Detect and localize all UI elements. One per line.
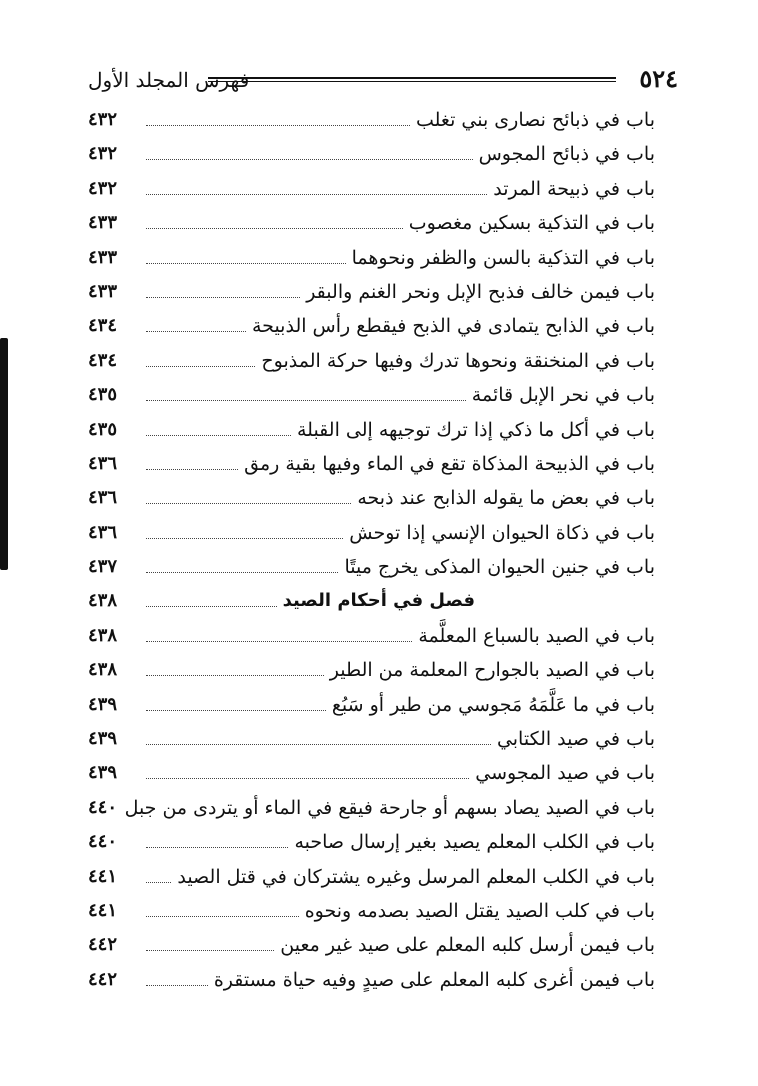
index-entry (88, 414, 655, 448)
entry-title: باب في ذبائح نصارى بني تغلب (412, 104, 655, 136)
dot-leader (146, 228, 403, 229)
dot-leader (146, 882, 171, 883)
dot-leader (146, 125, 410, 126)
entry-page-number: ٤٤٢ (88, 968, 118, 990)
entry-title: باب في المنخنقة ونحوها تدرك وفيها حركة المذبوح (257, 345, 655, 377)
index-entry (88, 104, 655, 138)
entry-page-number: ٤٣٨ (88, 590, 118, 612)
dot-leader (146, 916, 299, 917)
entry-title: باب فيمن أغرى كلبه المعلم على صيدٍ وفيه حياة مستقرة (210, 964, 655, 996)
index-entry (88, 723, 655, 757)
entry-page-number: ٤٣٥ (88, 418, 118, 440)
entry-page-number: ٤٣٩ (88, 728, 118, 750)
entry-title: باب في الكلب المعلم يصيد بغير إرسال صاحبه (290, 826, 655, 858)
entry-title: باب في صيد المجوسي (471, 757, 655, 789)
index-entry (88, 689, 655, 723)
entry-title: باب فيمن خالف فذبح الإبل ونحر الغنم والبقر (302, 276, 655, 308)
entry-page-number: ٤٣٦ (88, 487, 118, 509)
index-entry (88, 654, 655, 688)
entry-title: باب في ذكاة الحيوان الإنسي إذا توحش (345, 517, 655, 549)
dot-leader (146, 675, 324, 676)
index-entry (88, 861, 655, 895)
entry-title: باب في الكلب المعلم المرسل وغيره يشتركان في قتل الصيد (173, 861, 655, 893)
dot-leader (146, 194, 487, 195)
entry-page-number: ٤٣٦ (88, 521, 118, 543)
entry-title: باب في صيد الكتابي (493, 723, 655, 755)
index-entry (88, 379, 655, 413)
dot-leader (146, 503, 351, 504)
dot-leader (146, 744, 491, 745)
entry-page-number: ٤٤١ (88, 865, 118, 887)
entry-title: باب في الصيد يصاد بسهم أو جارحة فيقع في الماء أو يتردى من جبل (121, 792, 655, 824)
entry-title: باب في كلب الصيد يقتل الصيد بصدمه ونحوه (301, 895, 655, 927)
entry-page-number: ٤٣٢ (88, 109, 118, 130)
index-entry (88, 138, 655, 172)
entry-title: باب في الذبيحة المذكاة تقع في الماء وفيها بقية رمق (240, 448, 655, 480)
dot-leader (146, 606, 277, 607)
index-entry (88, 826, 655, 860)
dot-leader (146, 159, 473, 160)
index-entry (88, 620, 655, 654)
section-title: فصل في أحكام الصيد (279, 585, 475, 617)
entry-page-number: ٤٤١ (88, 899, 118, 921)
entry-title: باب في بعض ما يقوله الذابح عند ذبحه (353, 482, 655, 514)
index-entry (88, 482, 655, 516)
dot-leader (146, 469, 238, 470)
section-heading-entry (88, 585, 655, 619)
entry-page-number: ٤٣٧ (88, 556, 118, 578)
index-entry (88, 757, 655, 791)
dot-leader (146, 331, 246, 332)
entry-page-number: ٤٣٤ (88, 349, 118, 371)
entry-page-number: ٤٤٢ (88, 934, 118, 956)
entry-page-number: ٤٣٨ (88, 659, 118, 681)
dot-leader (146, 572, 338, 573)
dot-leader (146, 538, 343, 539)
dot-leader (146, 263, 346, 264)
entry-page-number: ٤٣٢ (88, 143, 118, 165)
index-entry (88, 242, 655, 276)
dot-leader (146, 400, 466, 401)
index-entry (88, 929, 655, 963)
dot-leader (146, 366, 255, 367)
index-entry (88, 551, 655, 585)
entry-page-number: ٤٣٣ (88, 212, 118, 234)
entry-title: باب في الصيد بالسباع المعلَّمة (414, 620, 655, 652)
binding-shadow (0, 338, 8, 570)
entry-title: باب في ما عَلَّمَهُ مَجوسي من طير أو سَبُع (328, 689, 655, 721)
entry-title: باب في التذكية بالسن والظفر ونحوهما (348, 242, 655, 274)
entry-title: باب في جنين الحيوان المذكى يخرج ميتًا (340, 551, 655, 583)
entry-title: باب في أكل ما ذكي إذا ترك توجيهه إلى القبلة (293, 414, 655, 446)
entry-page-number: ٤٣٤ (88, 315, 118, 337)
dot-leader (146, 778, 469, 779)
entry-page-number: ٤٣٢ (88, 177, 118, 199)
dot-leader (146, 950, 274, 951)
entry-title: باب في التذكية بسكين مغصوب (405, 207, 655, 239)
entry-page-number: ٤٣٦ (88, 452, 118, 474)
entry-page-number: ٤٤٠ (88, 831, 118, 853)
entry-title: باب في نحر الإبل قائمة (468, 379, 655, 411)
page-header (88, 64, 678, 100)
index-entry (88, 310, 655, 344)
entry-page-number: ٤٤٠ (88, 796, 118, 818)
page-number: ٥٢٤ (639, 64, 678, 93)
entry-page-number: ٤٣٩ (88, 693, 118, 715)
dot-leader (146, 847, 288, 848)
entry-page-number: ٤٣٥ (88, 384, 118, 406)
index-entry (88, 345, 655, 379)
entry-title: باب فيمن أرسل كلبه المعلم على صيد غير معين (276, 929, 655, 961)
index-entry (88, 895, 655, 929)
entry-title: باب في الصيد بالجوارح المعلمة من الطير (326, 654, 655, 686)
index-entry (88, 792, 655, 826)
entry-title: باب في ذبائح المجوس (475, 138, 655, 170)
entry-page-number: ٤٣٩ (88, 762, 118, 784)
dot-leader (146, 297, 300, 298)
index-entry (88, 173, 655, 207)
dot-leader (146, 435, 291, 436)
entry-page-number: ٤٣٨ (88, 624, 118, 646)
running-title: فهرس المجلد الأول (88, 68, 250, 92)
index-entries (88, 104, 655, 998)
entry-title: باب في ذبيحة المرتد (489, 173, 655, 205)
entry-page-number: ٤٣٣ (88, 280, 118, 302)
index-entry (88, 448, 655, 482)
index-entry (88, 276, 655, 310)
header-rule (208, 77, 616, 82)
index-entry (88, 964, 655, 998)
dot-leader (146, 641, 412, 642)
entry-title: باب في الذابح يتمادى في الذبح فيقطع رأس الذبيحة (248, 310, 655, 342)
index-entry (88, 517, 655, 551)
entry-page-number: ٤٣٣ (88, 246, 118, 268)
index-entry (88, 207, 655, 241)
dot-leader (146, 710, 326, 711)
dot-leader (146, 985, 208, 986)
